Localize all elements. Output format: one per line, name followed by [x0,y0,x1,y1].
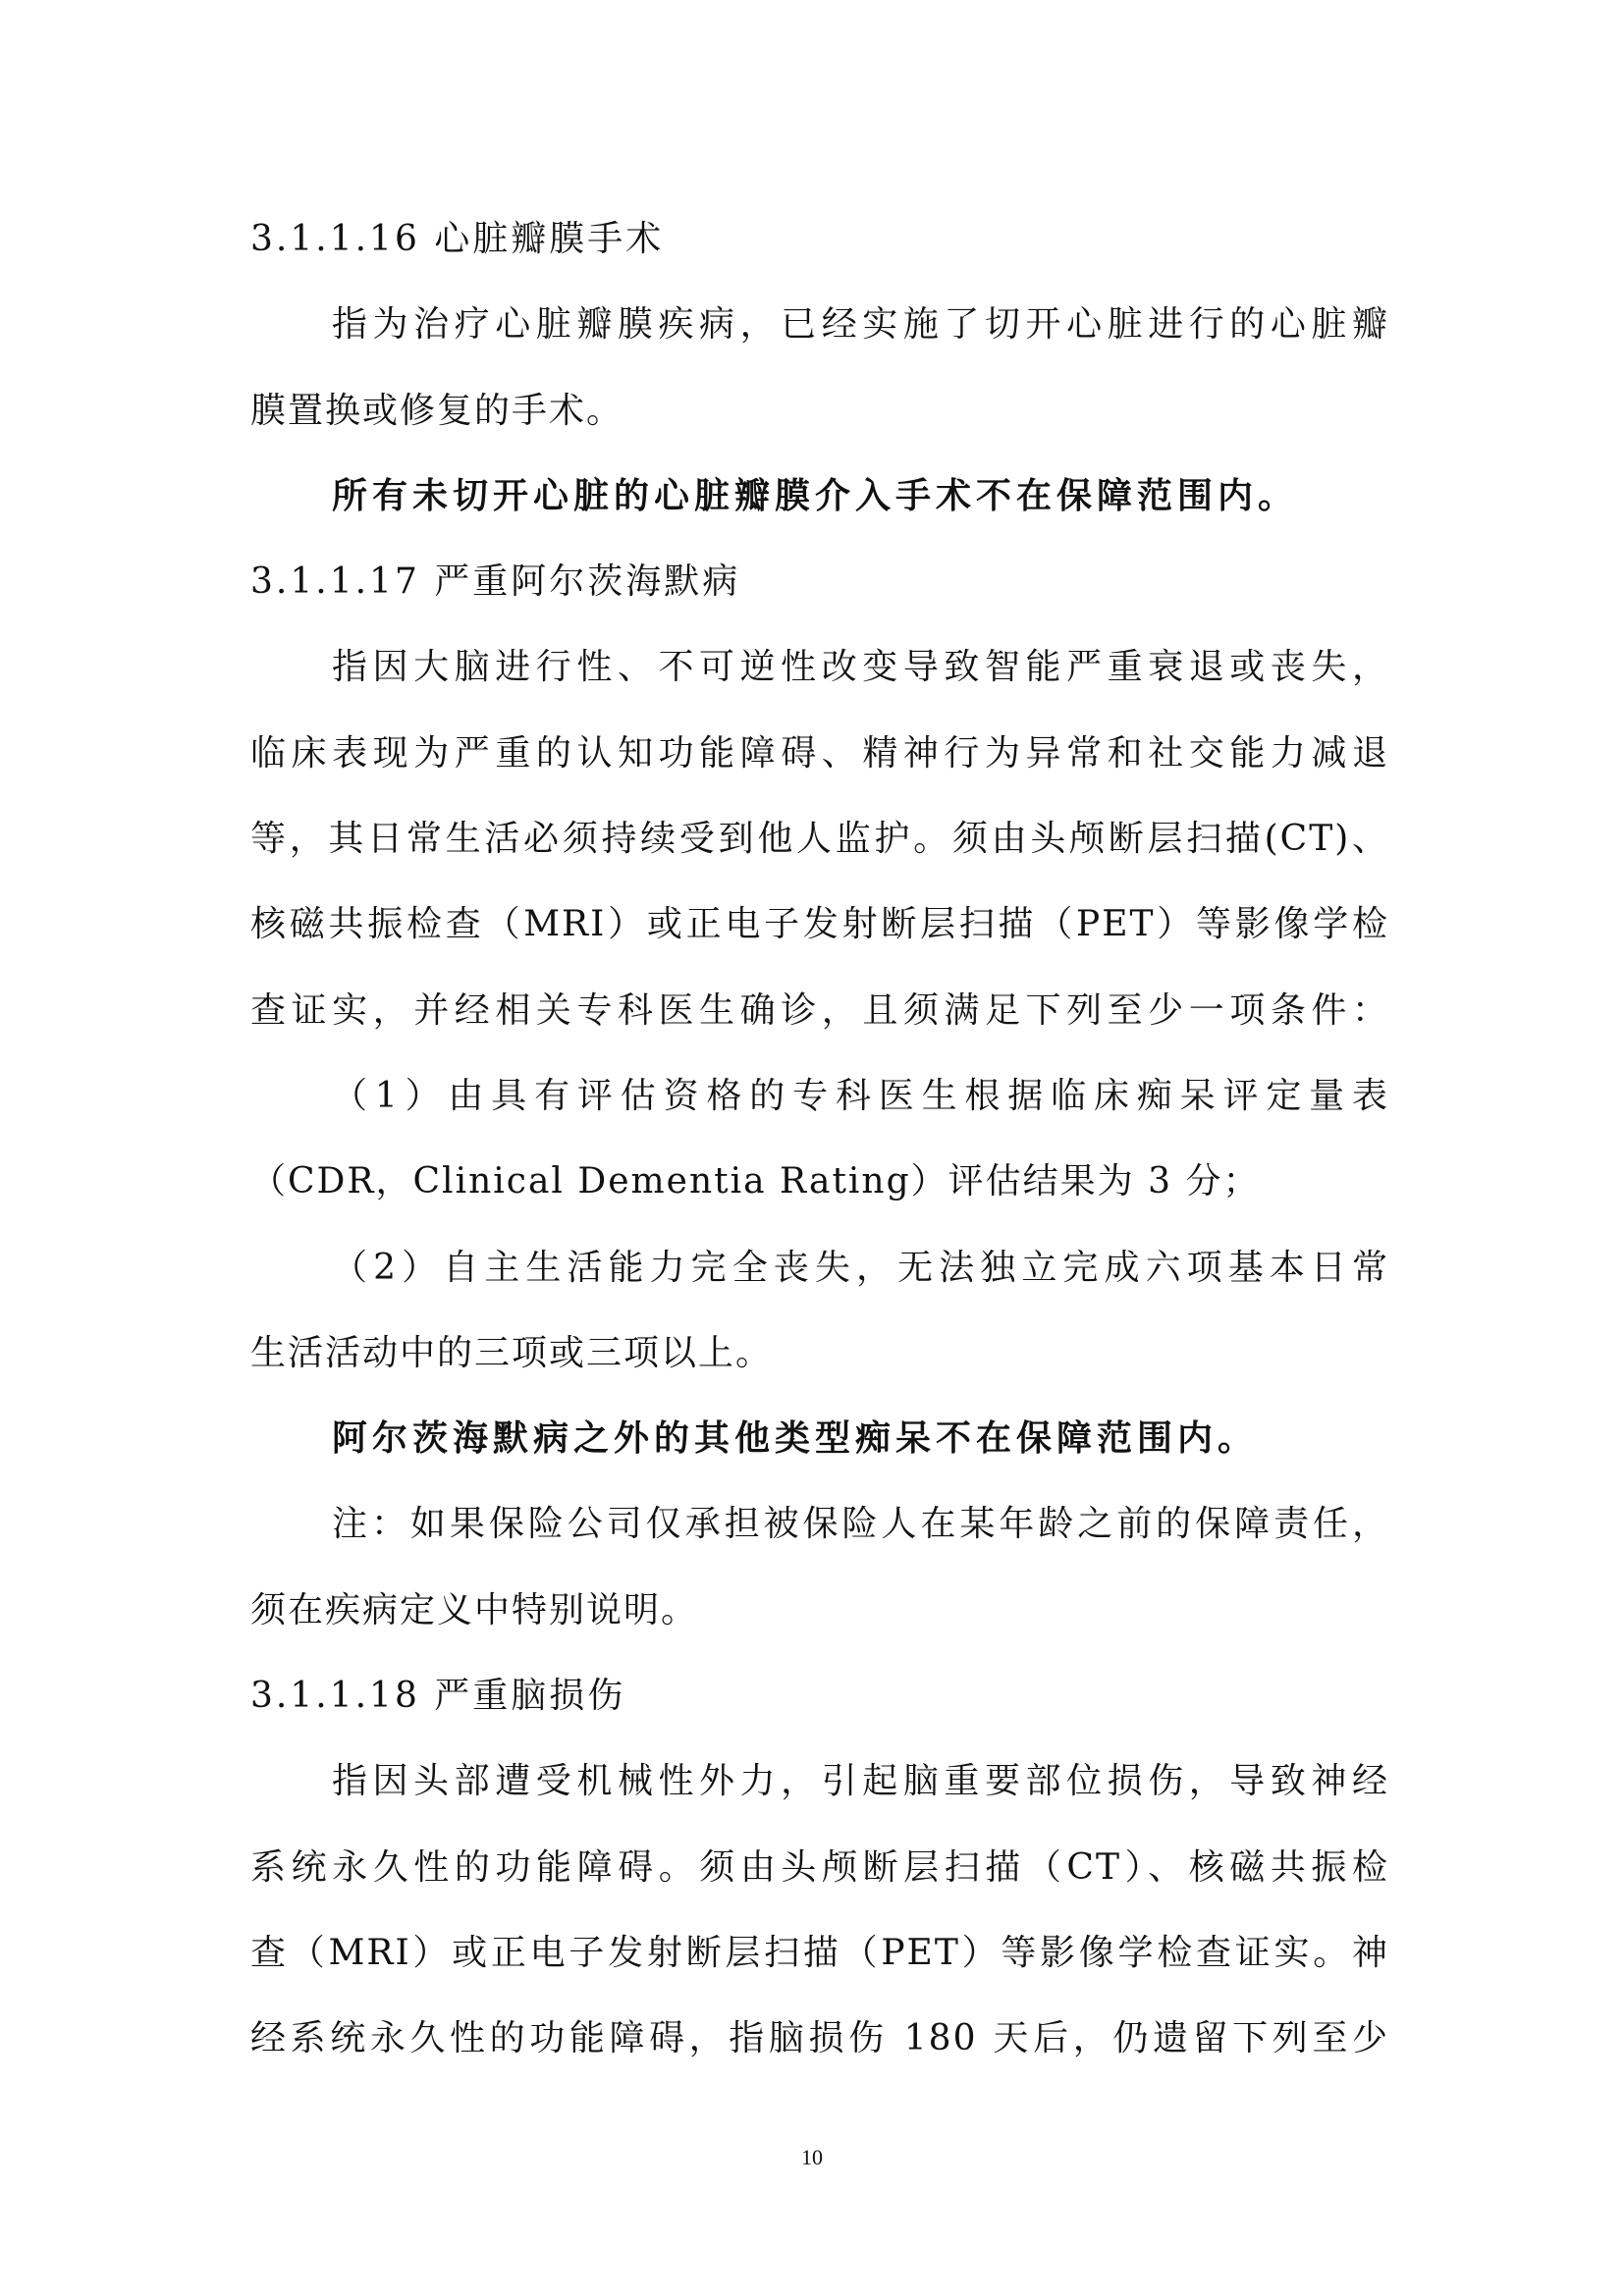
paragraph-line: 指因头部遭受机械性外力，引起脑重要部位损伤，导致神经 [332,1761,1389,1802]
paragraph-line: 查（MRI）或正电子发射断层扫描（PET）等影像学检查证实。神 [250,1932,1389,1973]
paragraph-line: 临床表现为严重的认知功能障碍、精神行为异常和社交能力减退 [250,732,1389,774]
paragraph-line: 核磁共振检查（MRI）或正电子发射断层扫描（PET）等影像学检 [250,904,1389,945]
paragraph-line: （2）自主生活能力完全丧失，无法独立完成六项基本日常 [332,1247,1389,1288]
section-severe-alzheimers [250,539,1389,1653]
paragraph-line: 指因大脑进行性、不可逆性改变导致智能严重衰退或丧失， [332,647,1389,688]
condition-item-1 [250,1053,1389,1225]
paragraph-line: 膜置换或修复的手术。 [250,390,624,431]
note-paragraph [250,1481,1389,1653]
exclusion-line: 阿尔茨海默病之外的其他类型痴呆不在保障范围内。 [332,1417,1259,1460]
section-heading: 3.1.1.16 心脏瓣膜手术 [250,219,665,259]
exclusion-line: 所有未切开心脏的心脏瓣膜介入手术不在保障范围内。 [332,474,1299,516]
page-number: 10 [801,2145,823,2169]
definition-paragraph [250,624,1389,1052]
section-heart-valve-surgery [250,196,1389,539]
paragraph-line: 指为治疗心脏瓣膜疾病，已经实施了切开心脏进行的心脏瓣 [332,304,1389,346]
section-heading: 3.1.1.18 严重脑损伤 [250,1676,626,1717]
section-heading: 3.1.1.17 严重阿尔茨海默病 [250,561,741,603]
paragraph-line: 经系统永久性的功能障碍，指脑损伤 180 天后，仍遗留下列至少 [250,2018,1389,2059]
definition-paragraph [250,1738,1389,2081]
paragraph-line: 生活活动中的三项或三项以上。 [250,1332,774,1373]
definition-paragraph [250,282,1389,454]
condition-item-2 [250,1225,1389,1397]
exclusion-paragraph [250,1396,1389,1481]
exclusion-paragraph [250,454,1389,539]
paragraph-line: （1）由具有评估资格的专科医生根据临床痴呆评定量表 [332,1075,1389,1116]
paragraph-line: 等，其日常生活必须持续受到他人监护。须由头颅断层扫描(CT)、 [250,819,1389,860]
paragraph-line: 须在疾病定义中特别说明。 [250,1589,699,1630]
paragraph-line: 查证实，并经相关专科医生确诊，且须满足下列至少一项条件： [250,989,1389,1031]
page-body [250,196,1389,2082]
paragraph-line: （CDR，Clinical Dementia Rating）评估结果为 3 分； [250,1161,1261,1202]
paragraph-line: 系统永久性的功能障碍。须由头颅断层扫描（CT）、核磁共振检 [250,1846,1389,1888]
paragraph-line: 注：如果保险公司仅承担被保险人在某年龄之前的保障责任， [332,1504,1389,1545]
section-severe-brain-injury [250,1653,1389,2081]
